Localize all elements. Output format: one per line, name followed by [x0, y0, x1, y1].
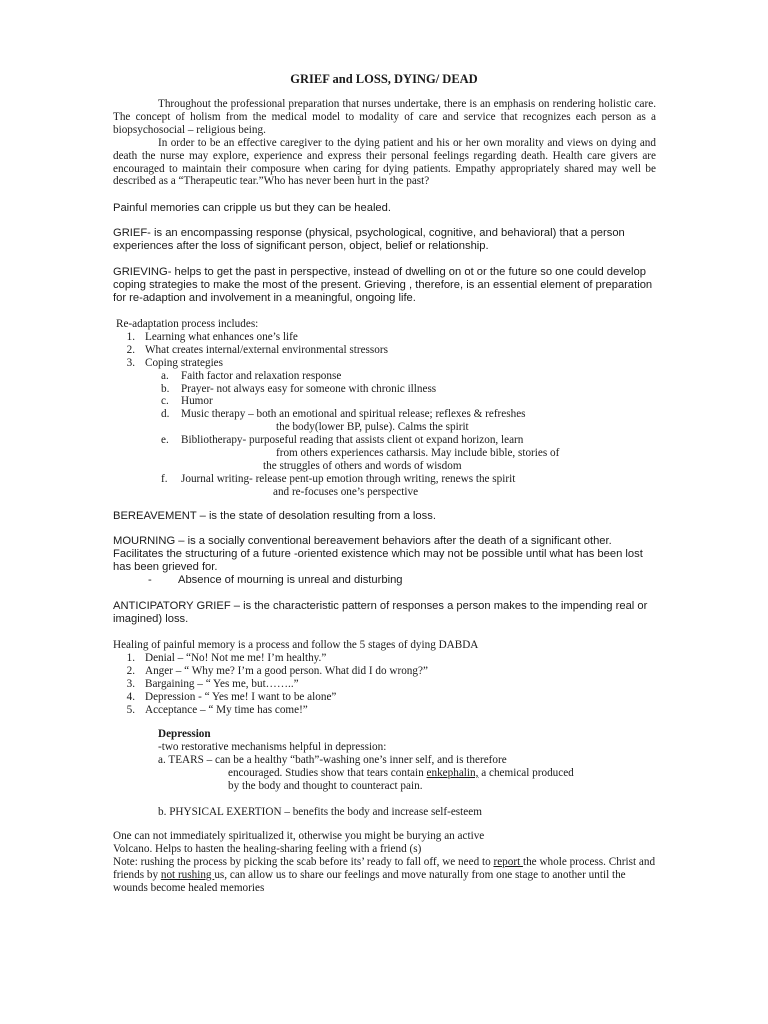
intro-paragraph-2: In order to be an effective caregiver to the dying patient and his or her own morality and views on dying and death the nurse may explore, experience and express their personal feelings regarding death. Health care givers are encouraged to maintain their composure when caring for dying patients. Empathy appropriately shared may well be described as a “Therapeutic tear.”Who has never been hurt in the past?	[113, 136, 656, 188]
readaptation-list	[116, 331, 659, 370]
closing-line-2: Volcano. Helps to hasten the healing-sharing feeling with a friend (s)	[113, 842, 422, 855]
closing-section	[113, 830, 656, 895]
list-item: b. Prayer- not always easy for someone with chronic illness	[161, 382, 437, 395]
list-item: 4. Depression - “ Yes me! I want to be alone”	[126, 690, 337, 703]
not-rushing-term: not rushing	[160, 868, 215, 881]
anticipatory-grief-definition: ANTICIPATORY GRIEF – is the characteristic pattern of responses a person makes to the impending real or imagined) loss.	[113, 600, 648, 625]
report-term: report	[493, 855, 523, 868]
depression-heading: Depression	[158, 728, 211, 740]
list-item: 3. Coping strategies	[126, 356, 223, 369]
list-item: 5. Acceptance – “ My time has come!”	[126, 703, 308, 716]
closing-line-1: One can not immediately spiritualized it, otherwise you might be burying an active	[113, 830, 485, 842]
readaptation-intro: Re-adaptation process includes:	[116, 318, 259, 330]
list-item: - Absence of mourning is unreal and disturbing	[148, 573, 403, 586]
enkephalin-term: enkephalin,	[426, 766, 479, 779]
tears-line-2: encouraged. Studies show that tears contain enkephalin, a chemical produced	[228, 766, 574, 779]
list-item: 3. Bargaining – “ Yes me, but……..”	[126, 677, 299, 690]
list-item: c. Humor	[161, 395, 213, 408]
coping-strategies-list	[116, 370, 659, 499]
closing-note: Note: rushing the process by picking the scab before its’ ready to fall off, we need to report the whole process. Christ and friends by not rushing us, can allow us to share our feelings and move naturally from one stage to another until the wounds become healed memories	[113, 855, 656, 894]
grieving-definition: GRIEVING- helps to get the past in perspective, instead of dwelling on ot or the future so one could develop coping strategies to make the most of the present. Grieving , therefore, is an essential element of preparation for re-adaption and involvement in a meaningful, ongoing life.	[113, 266, 653, 304]
grief-definition: GRIEF- is an encompassing response (physical, psychological, cognitive, and behavioral) that a person experiences after the loss of significant person, object, belief or relationship.	[113, 227, 625, 252]
list-item-continuation: the struggles of others and words of wisdom	[263, 459, 462, 472]
list-item-continuation: from others experiences catharsis. May include bible, stories of	[276, 447, 560, 460]
healing-intro: Healing of painful memory is a process and follow the 5 stages of dying DABDA	[113, 639, 479, 651]
readaptation-section	[116, 318, 659, 499]
list-item: 1. Learning what enhances one’s life	[126, 330, 298, 343]
list-item: e. Bibliotherapy- purposeful reading that assists client ot expand horizon, learn	[161, 434, 524, 447]
depression-section	[158, 728, 658, 818]
list-item: d. Music therapy – both an emotional and spiritual release; reflexes & refreshes	[161, 408, 526, 421]
intro-section	[113, 98, 656, 188]
list-item: f. Journal writing- release pent-up emotion through writing, renews the spirit	[161, 472, 516, 485]
dabda-stages-list	[113, 652, 656, 717]
tears-line-3: by the body and thought to counteract pain.	[228, 779, 423, 792]
list-item: 2. What creates internal/external environmental stressors	[126, 343, 388, 356]
list-item-continuation: and re-focuses one’s perspective	[273, 485, 419, 498]
mourning-note-list	[113, 574, 656, 587]
healing-section	[113, 639, 656, 716]
list-item-continuation: the body(lower BP, pulse). Calms the spirit	[276, 421, 469, 434]
mourning-definition: MOURNING – is a socially conventional bereavement behaviors after the death of a significant other. Facilitates the structuring of a future -oriented existence which may not be possible until what has been lost has been grieved for.	[113, 535, 643, 573]
tears-line-1: a. TEARS – can be a healthy “bath”-washing one’s inner self, and is therefore	[158, 753, 507, 766]
mourning-section	[113, 535, 656, 587]
physical-exertion-line: b. PHYSICAL EXERTION – benefits the body and increase self-esteem	[158, 805, 482, 818]
depression-intro: -two restorative mechanisms helpful in depression:	[158, 740, 387, 753]
intro-paragraph-1: Throughout the professional preparation that nurses undertake, there is an emphasis on rendering holistic care. The concept of holism from the medical model to modality of care and service that recognizes each person as a biopsychosocial – religious being.	[113, 98, 656, 136]
painful-memories-line: Painful memories can cripple us but they can be healed.	[113, 202, 391, 214]
list-item: a. Faith factor and relaxation response	[161, 369, 342, 382]
list-item: 2. Anger – “ Why me? I’m a good person. What did I do wrong?”	[126, 664, 428, 677]
bereavement-definition: BEREAVEMENT – is the state of desolation resulting from a loss.	[113, 510, 436, 522]
document-title: GRIEF and LOSS, DYING/ DEAD	[290, 72, 478, 86]
list-item: 1. Denial – “No! Not me me! I’m healthy.”	[126, 651, 327, 664]
